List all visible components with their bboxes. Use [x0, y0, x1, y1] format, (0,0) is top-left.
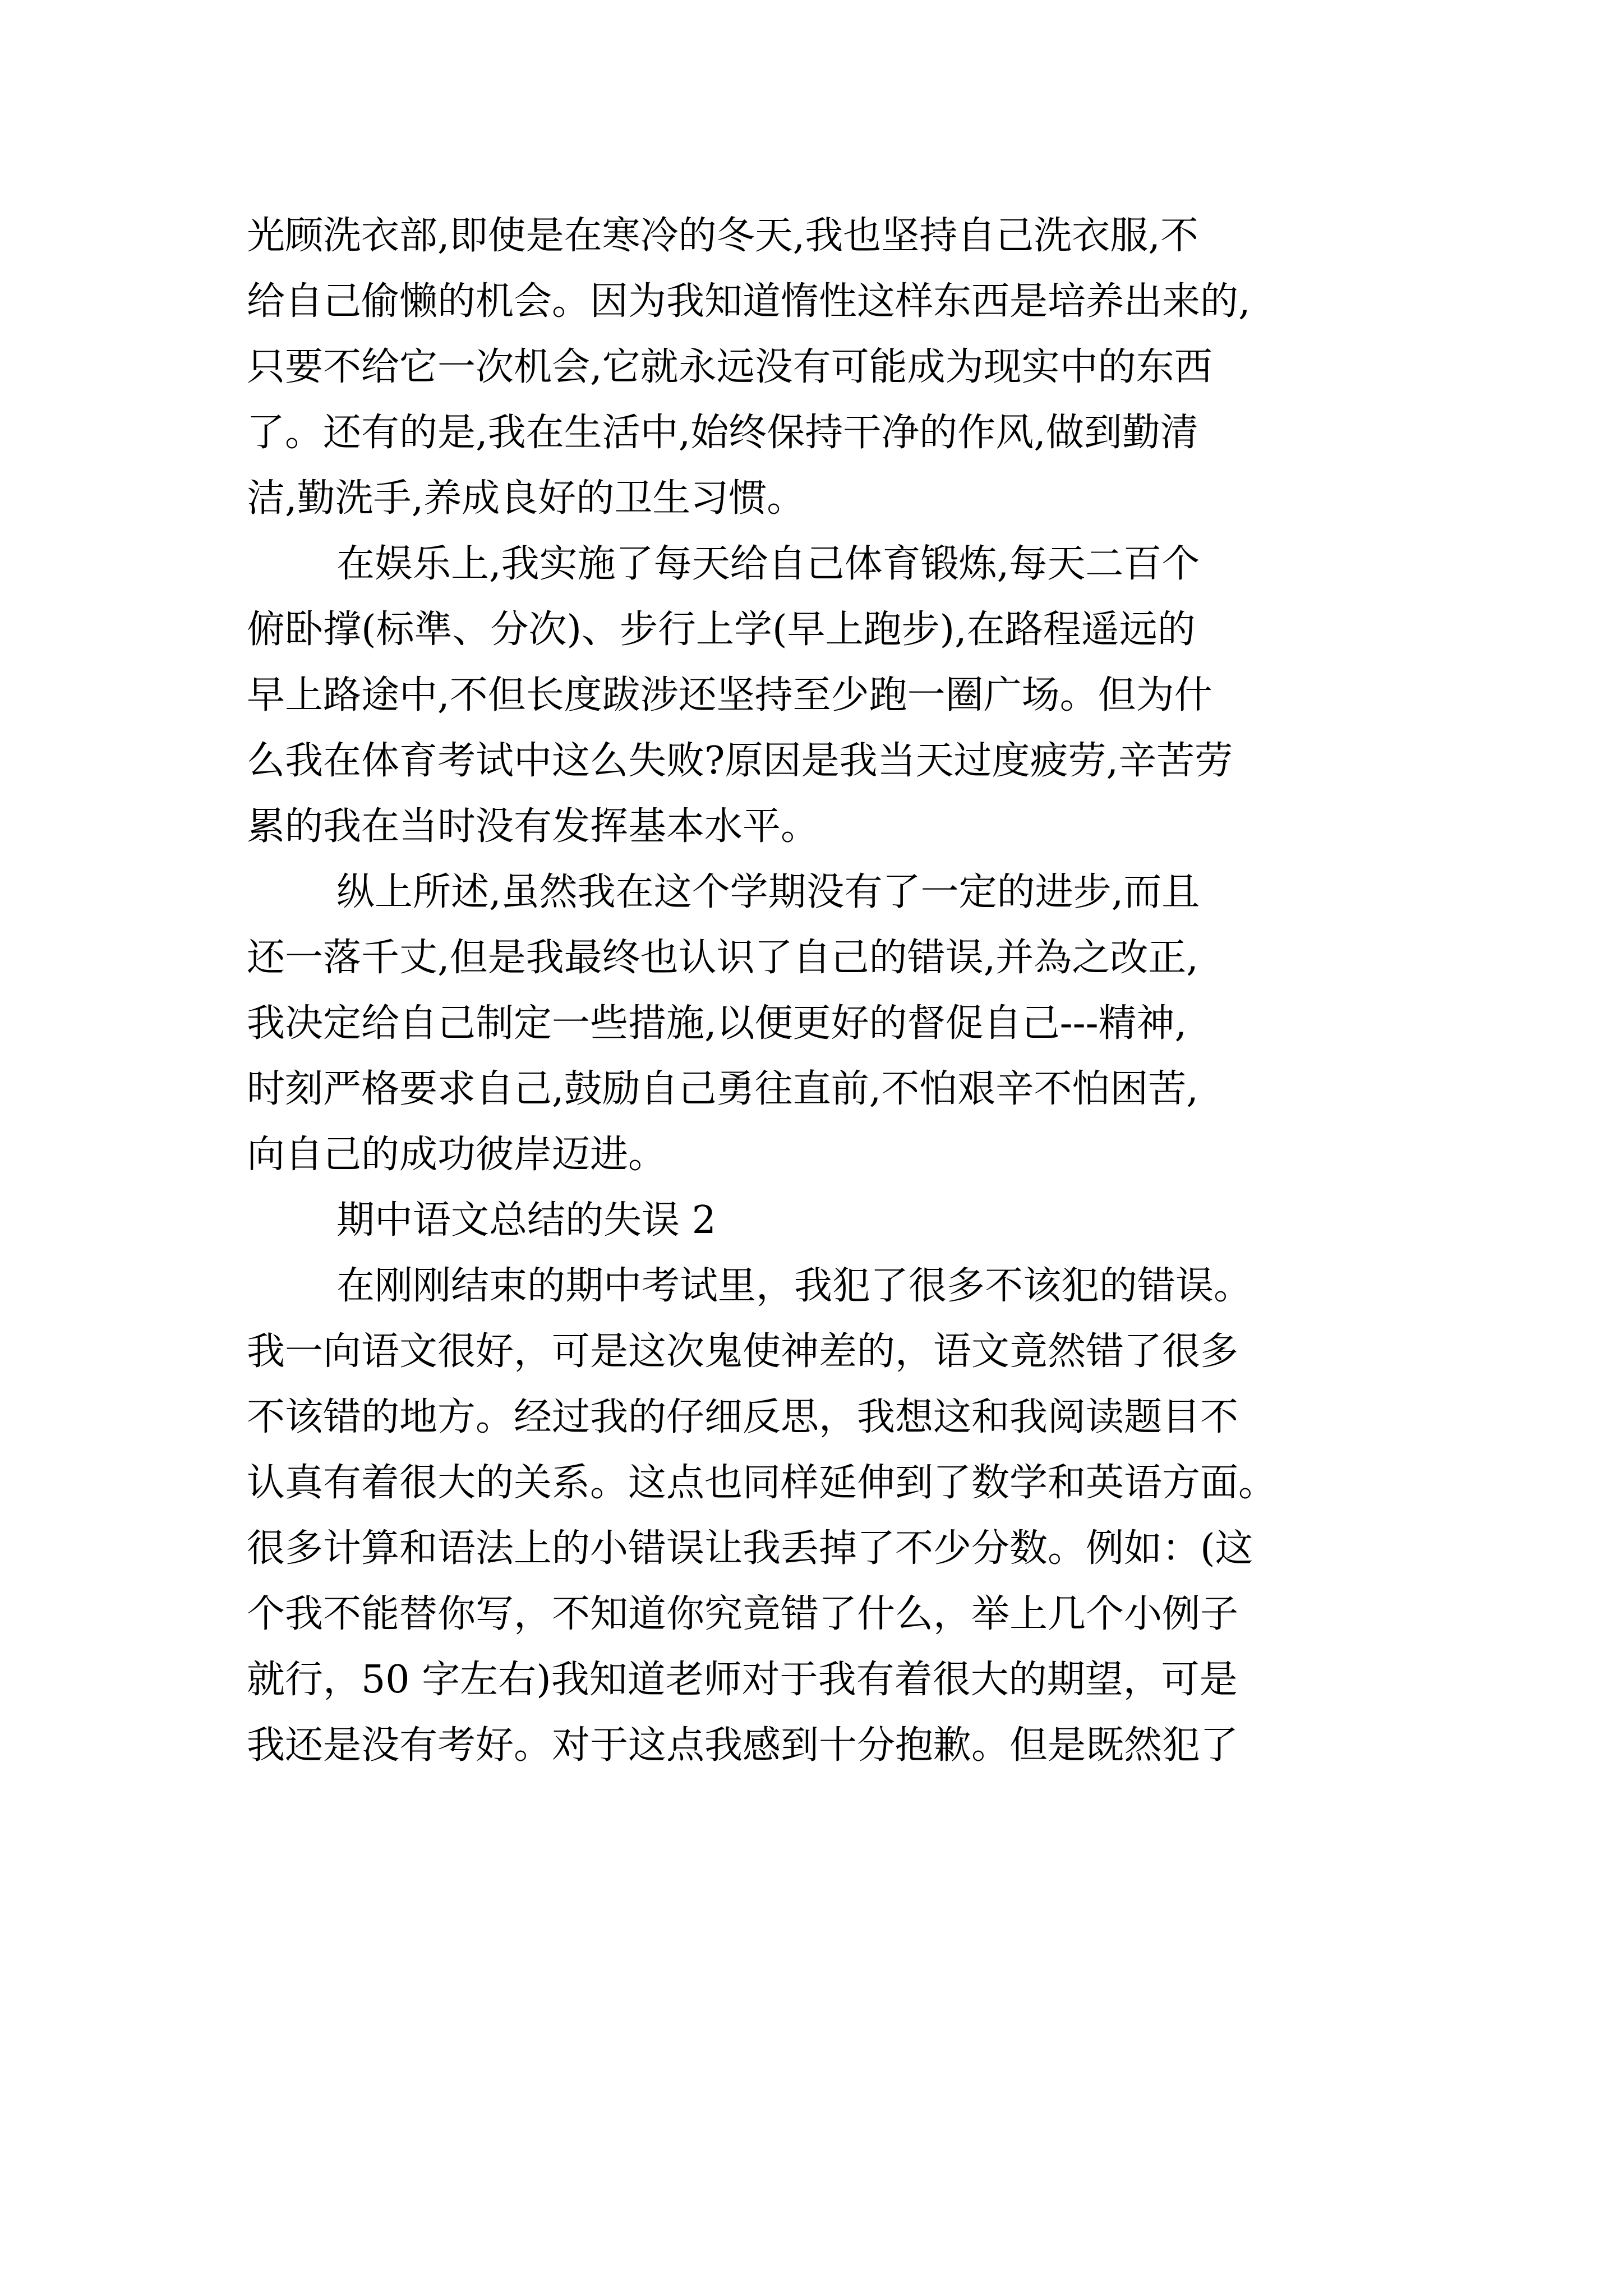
text-line: 认真有着很大的关系。这点也同样延伸到了数学和英语方面。 [247, 1461, 1277, 1505]
text-line: 早上路途中,不但长度跋涉还坚持至少跑一圈广场。但为什 [247, 673, 1212, 717]
paragraph-start-line: 在娱乐上,我实施了每天给自己体育锻炼,每天二百个 [336, 542, 1200, 586]
text-line: 俯卧撑(标準、分次)、步行上学(早上跑步),在路程遥远的 [247, 608, 1196, 652]
text-line: 么我在体育考试中这么失败?原因是我当天过度疲劳,辛苦劳 [247, 739, 1233, 783]
text-line: 个我不能替你写，不知道你究竟错了什么，举上几个小例子 [247, 1592, 1239, 1636]
text-line: 时刻严格要求自己,鼓励自己勇往直前,不怕艰辛不怕困苦, [247, 1067, 1198, 1111]
text-line: 累的我在当时没有发挥基本水平。 [247, 804, 819, 849]
text-line: 了。还有的是,我在生活中,始终保持干净的作风,做到勤清 [247, 411, 1198, 455]
text-line: 还一落千丈,但是我最终也认识了自己的错误,并為之改正, [247, 936, 1198, 980]
text-line: 我还是没有考好。对于这点我感到十分抱歉。但是既然犯了 [247, 1723, 1239, 1768]
text-line: 洁,勤洗手,养成良好的卫生习惯。 [247, 476, 805, 521]
text-line: 我一向语文很好，可是这次鬼使神差的，语文竟然错了很多 [247, 1329, 1239, 1374]
text-line: 很多计算和语法上的小错误让我丢掉了不少分数。例如：(这 [247, 1526, 1253, 1571]
text-line: 不该错的地方。经过我的仔细反思，我想这和我阅读题目不 [247, 1395, 1239, 1439]
text-line: 只要不给它一次机会,它就永远没有可能成为现实中的东西 [247, 345, 1212, 389]
text-line: 我决定给自己制定一些措施,以便更好的督促自己---精神, [247, 1001, 1187, 1046]
paragraph-start-line: 纵上所述,虽然我在这个学期没有了一定的进步,而且 [336, 870, 1200, 914]
text-line: 就行，50 字左右)我知道老师对于我有着很大的期望，可是 [247, 1658, 1238, 1702]
section-heading: 期中语文总结的失误 2 [336, 1198, 716, 1243]
document-body [247, 203, 1402, 1778]
paragraph-start-line: 在刚刚结束的期中考试里，我犯了很多不该犯的错误。 [336, 1264, 1252, 1308]
text-line: 向自己的成功彼岸迈进。 [247, 1133, 667, 1177]
text-line: 给自己偷懒的机会。因为我知道惰性这样东西是培养出来的, [247, 279, 1251, 324]
text-line: 光顾洗衣部,即使是在寒冷的冬天,我也坚持自己洗衣服,不 [247, 214, 1198, 258]
